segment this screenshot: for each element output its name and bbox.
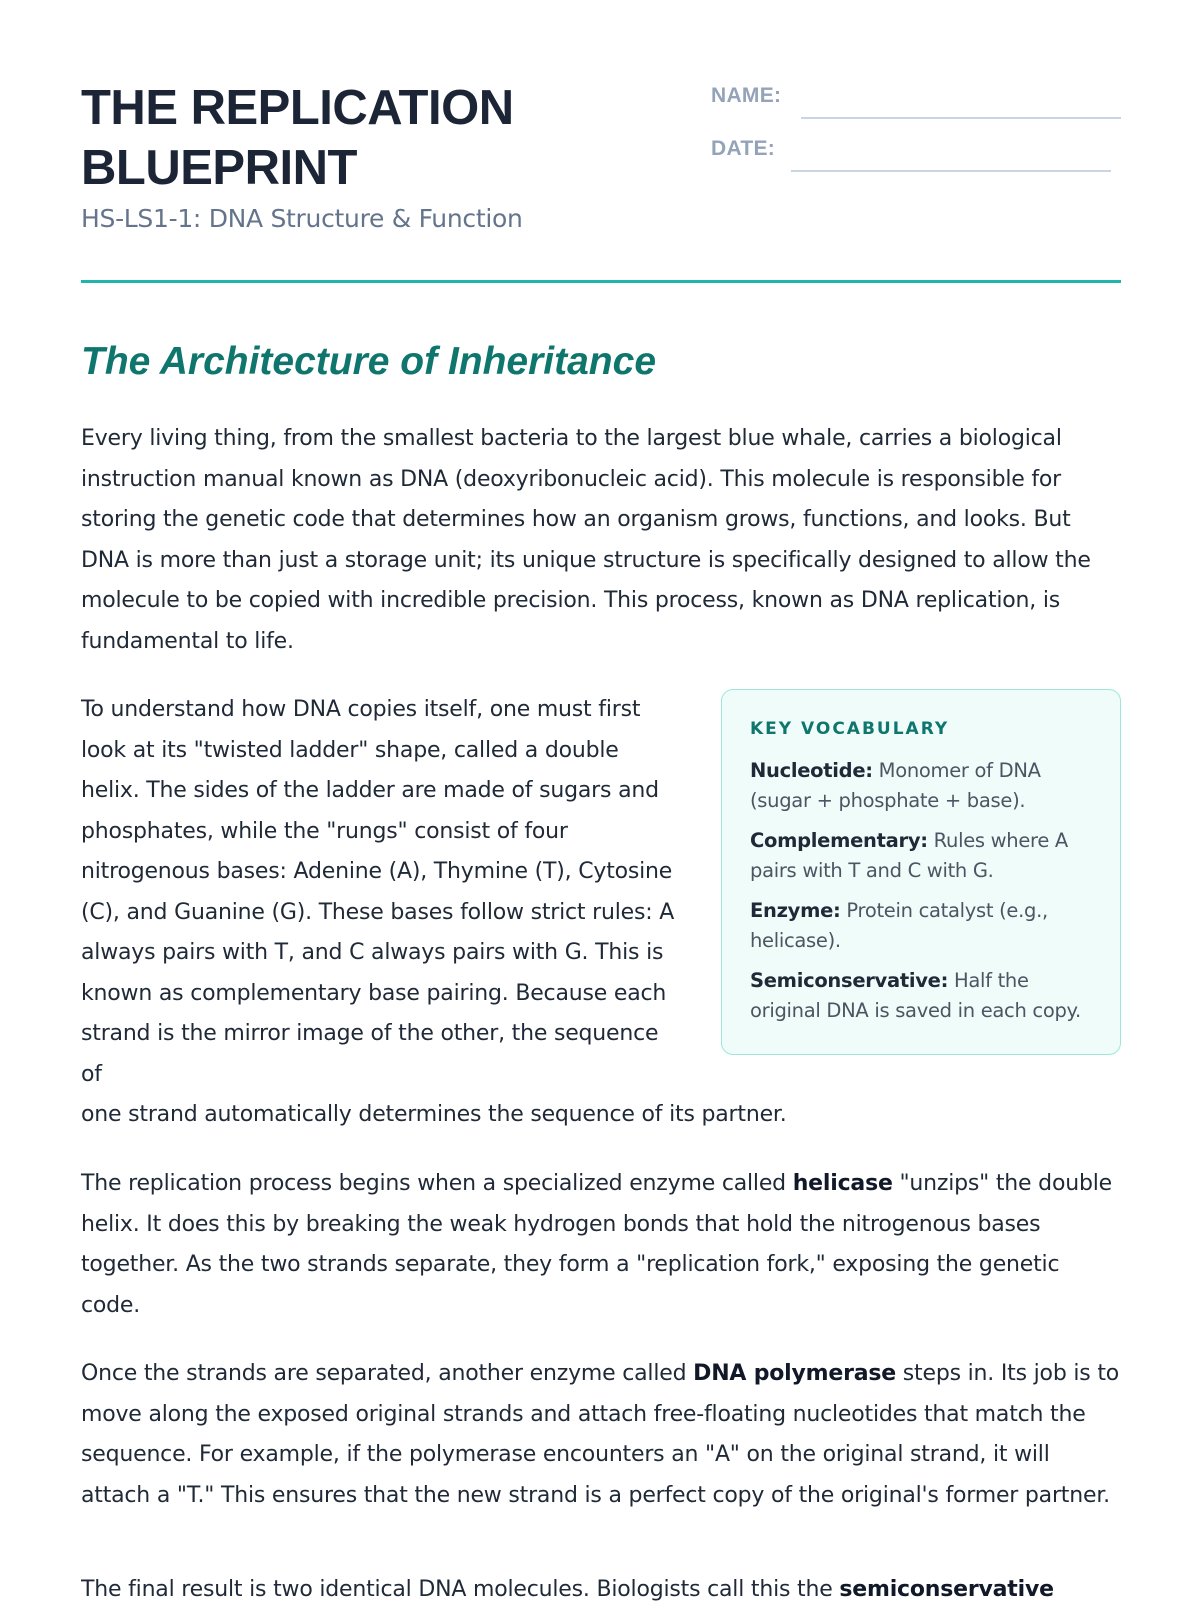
worksheet-header	[81, 78, 1121, 284]
vocab-item	[750, 826, 1094, 886]
paragraph-intro: Every living thing, from the smallest bacteria to the largest blue whale, carries a biological instruction manual known as DNA (deoxyribonucleic acid). This molecule is responsible for storing the genetic code that determines how an organism grows, functions, and looks. But DNA is more than just a storage unit; its unique structure is specifically designed to allow the molecule to be copied with incredible precision. This process, known as DNA replication, is fundamental to life.	[81, 426, 1091, 654]
vocab-definition: Half the original DNA is saved in each copy.	[750, 969, 1081, 1022]
paragraph-polymerase-text: Once the strands are separated, another enzyme called	[81, 1361, 694, 1386]
vocab-term: Semiconservative:	[750, 969, 949, 992]
date-blank-line[interactable]	[791, 170, 1111, 172]
paragraph-structure-wrapped: To understand how DNA copies itself, one must first look at its "twisted ladder" shape, called a double helix. The sides of the ladder are made of sugars and phosphates, while the "rungs" consist of four nitrogenous bases: Adenine (A), Thymine (T), Cytosine (C), and Guanine (G). These bases follow strict rules: A always pairs with T, and C always pairs with G. This is known as complementary base pairing. Because each strand is the mirror image of the other, the sequence of	[81, 697, 675, 1087]
vocab-item	[750, 896, 1094, 956]
date-field	[711, 136, 1121, 176]
vocab-definition: Rules where A pairs with T and C with G.	[750, 829, 1068, 882]
paragraph-result-text: The final result is two identical DNA molecules. Biologists call this the	[81, 1577, 840, 1602]
name-field	[711, 83, 1121, 123]
paragraph-helicase	[81, 1164, 1121, 1326]
section-heading: The Architecture of Inheritance	[81, 340, 657, 383]
title-line-2: BLUEPRINT	[81, 141, 357, 195]
paragraph-structure-tail: one strand automatically determines the sequence of its partner.	[81, 1102, 787, 1127]
vocab-definition: Protein catalyst (e.g., helicase).	[750, 899, 1048, 952]
title-line-1: THE REPLICATION	[81, 81, 514, 135]
vocab-item	[750, 966, 1094, 1026]
paragraph-polymerase	[81, 1354, 1121, 1516]
vocab-term: Complementary:	[750, 829, 928, 852]
vocab-definition: Monomer of DNA (sugar + phosphate + base).	[750, 759, 1041, 812]
vocab-term: Nucleotide:	[750, 759, 873, 782]
semiconservative-term: semiconservative	[839, 1577, 1054, 1602]
vocab-title: KEY VOCABULARY	[750, 719, 950, 739]
page-title	[81, 78, 641, 198]
polymerase-term: DNA polymerase	[693, 1361, 896, 1386]
name-blank-line[interactable]	[801, 117, 1121, 119]
paragraph-result	[81, 1570, 1121, 1611]
header-divider	[81, 280, 1121, 283]
paragraph-helicase-text: "unzips" the double helix. It does this by breaking the weak hydrogen bonds that hold the nitrogenous bases together. As the two strands separate, they form a "replication fork," exposing the genetic code.	[81, 1171, 1112, 1318]
name-label: NAME:	[711, 84, 782, 107]
standard-subtitle: HS-LS1-1: DNA Structure & Function	[81, 204, 523, 233]
vocab-term: Enzyme:	[750, 899, 841, 922]
paragraph-helicase-text: The replication process begins when a specialized enzyme called	[81, 1171, 793, 1196]
key-vocabulary-box	[721, 689, 1121, 1055]
paragraph-polymerase-text: steps in. Its job is to move along the exposed original strands and attach free-floating nucleotides that match the sequence. For example, if the polymerase encounters an "A" on the original strand, it will attach a "T." This ensures that the new strand is a perfect copy of the original's former partner.	[81, 1361, 1120, 1508]
worksheet-page	[81, 0, 1121, 1600]
date-label: DATE:	[711, 137, 776, 160]
helicase-term: helicase	[792, 1171, 893, 1196]
vocab-item	[750, 756, 1094, 816]
